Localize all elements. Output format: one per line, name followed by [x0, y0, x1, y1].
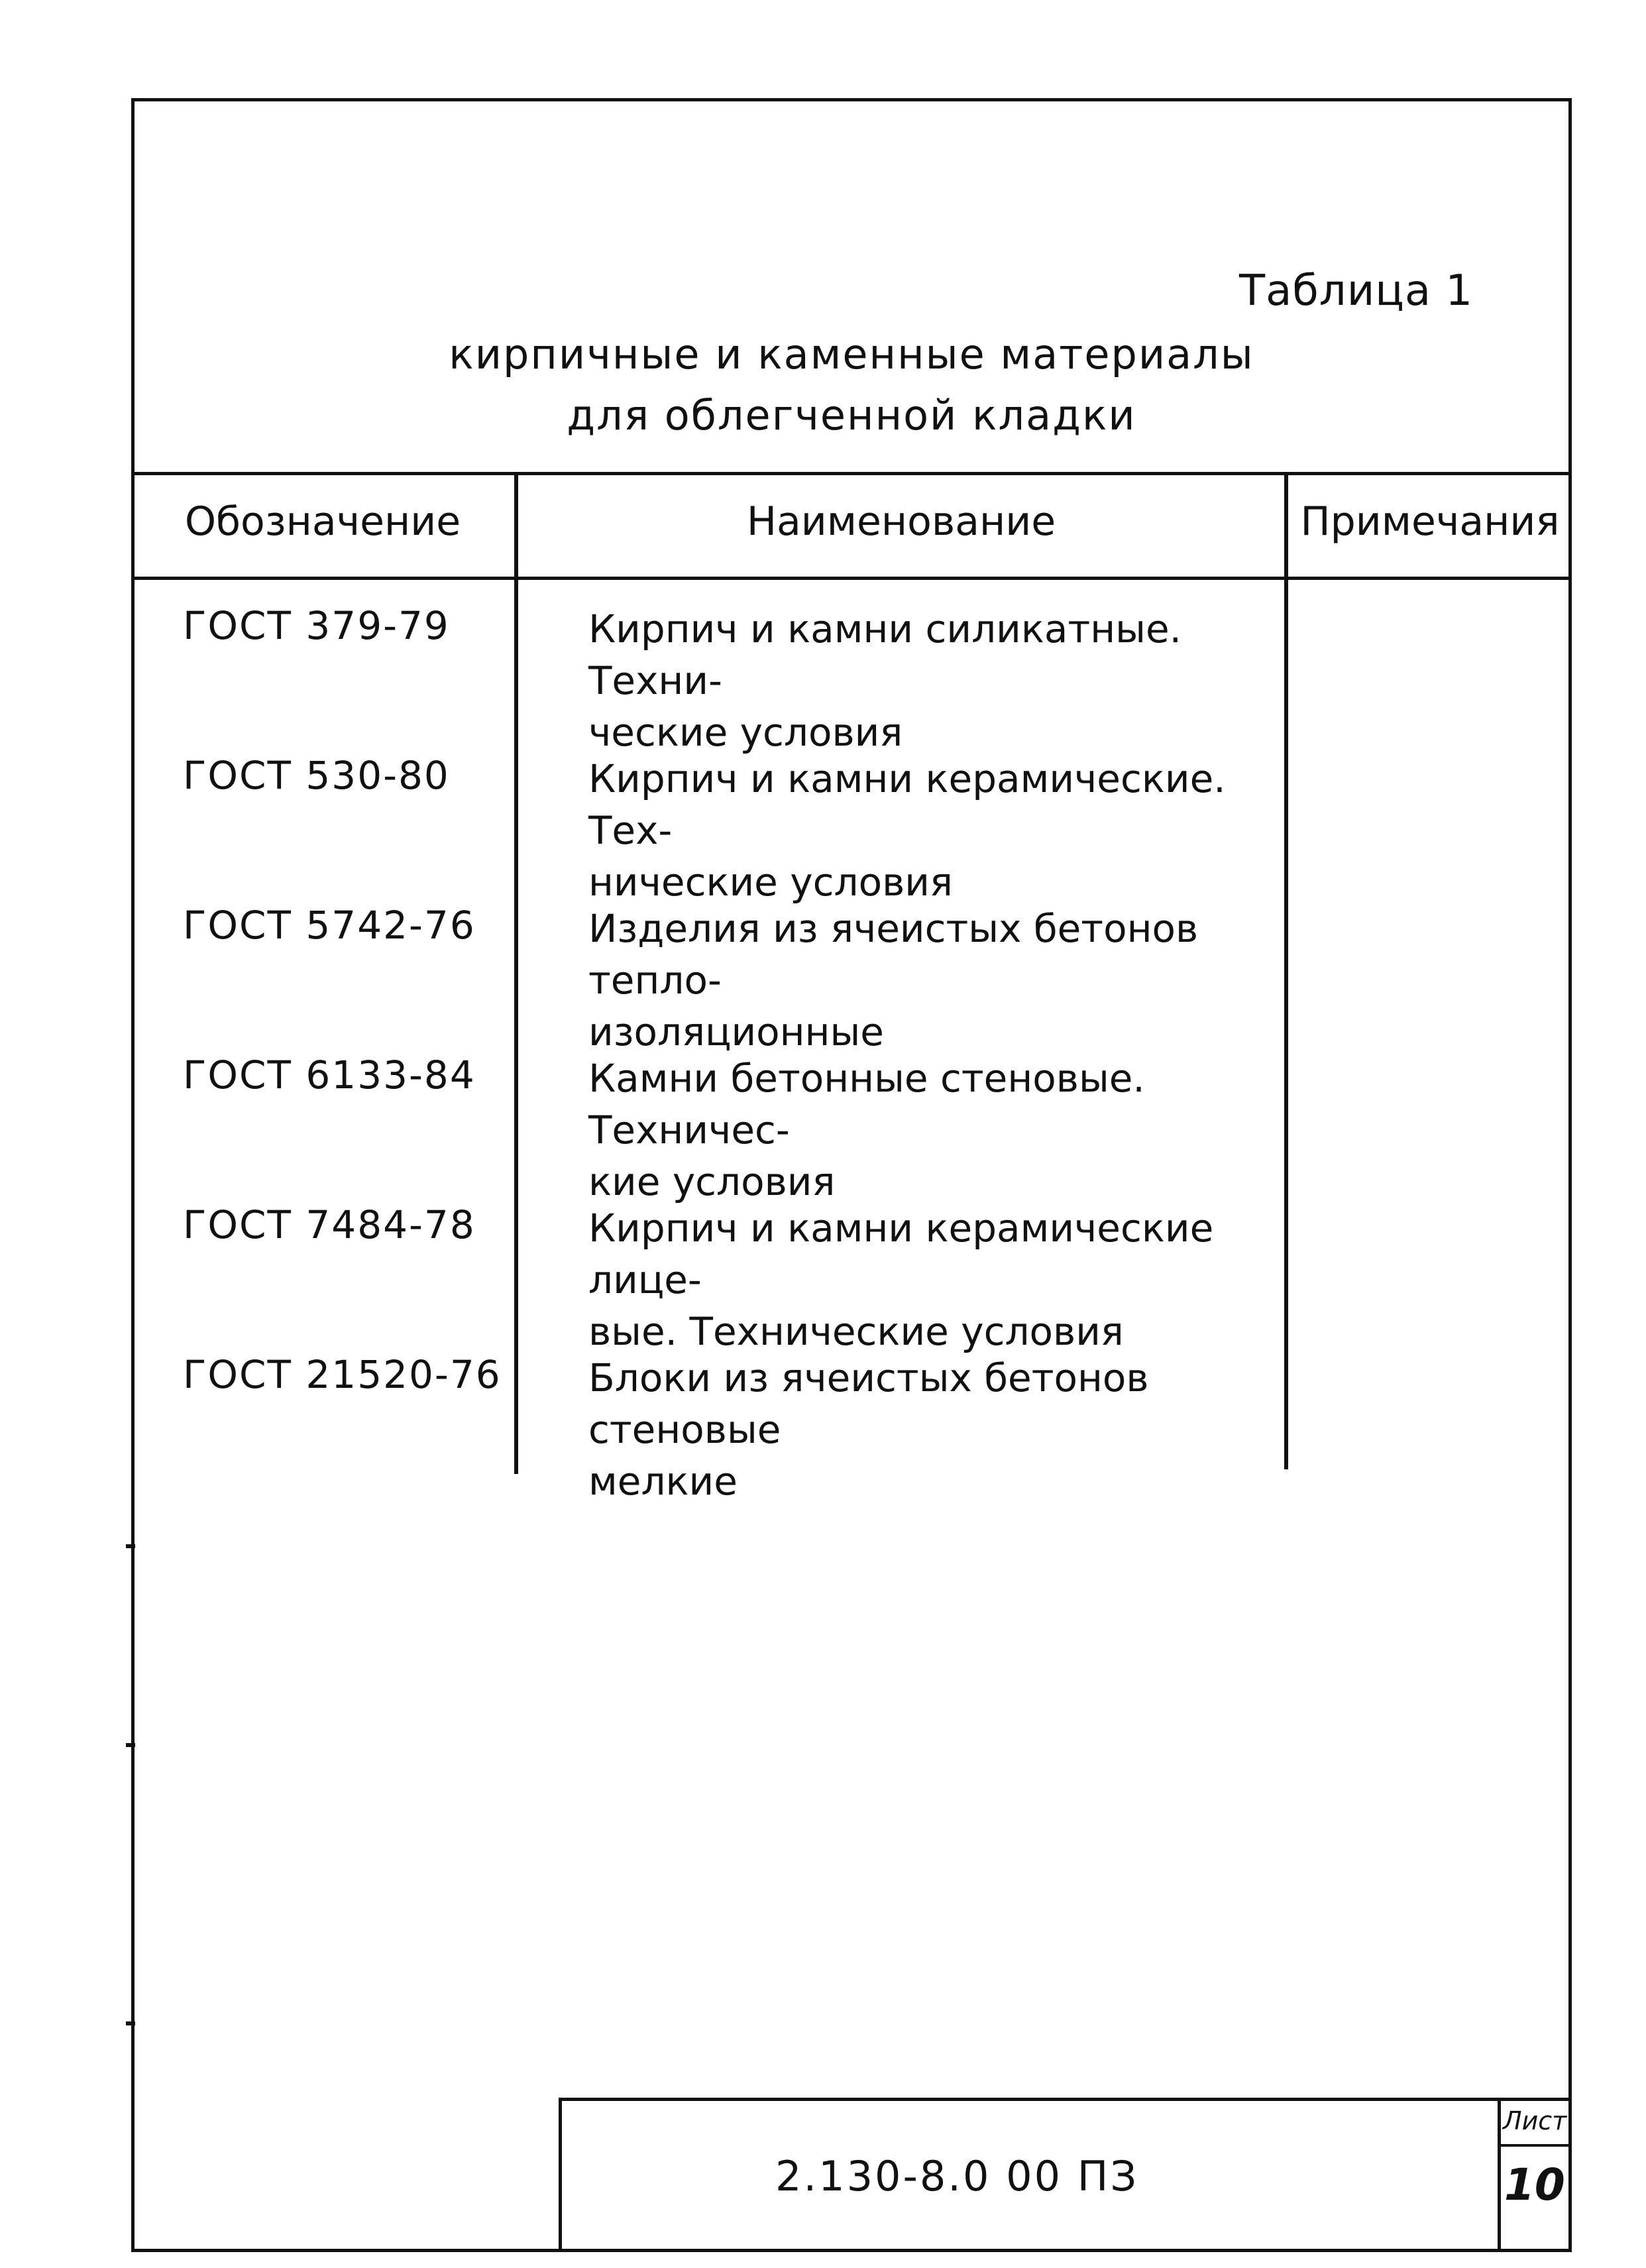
table-row	[131, 1352, 1291, 1504]
table-label: Таблица 1	[1239, 266, 1474, 315]
column-header-notes: Примечания	[1300, 498, 1560, 545]
sheet-number: 10	[1504, 2159, 1565, 2210]
column-header-designation: Обозначение	[184, 498, 461, 545]
row-name	[588, 1352, 1284, 1507]
edge-tick	[126, 2021, 135, 2025]
row-name-text: Кирпич и камни керамические лице- вые. Технические условия	[588, 1206, 1214, 1354]
row-name-text: Кирпич и камни керамические. Тех- нические условия	[588, 756, 1226, 905]
row-name	[588, 603, 1284, 758]
row-name-text: Блоки из ячеистых бетонов стеновые мелкие	[588, 1355, 1149, 1504]
header-top-rule	[131, 472, 1572, 475]
sheet-label: Лист	[1503, 2106, 1567, 2135]
table-title-line-1: кирпичные и каменные материалы	[449, 330, 1254, 378]
row-code: ГОСТ 379-79	[183, 603, 450, 648]
row-name	[588, 903, 1284, 1058]
document-code: 2.130-8.0 00 ПЗ	[775, 2152, 1139, 2200]
row-code: ГОСТ 5742-76	[183, 903, 476, 948]
edge-tick	[126, 1743, 135, 1747]
edge-tick	[126, 1544, 135, 1548]
row-code: ГОСТ 21520-76	[183, 1352, 502, 1397]
table-row	[131, 1052, 1291, 1204]
table-row	[131, 603, 1291, 755]
row-name	[588, 1202, 1284, 1357]
table-row	[131, 1202, 1291, 1354]
row-code: ГОСТ 7484-78	[183, 1202, 476, 1247]
table-row	[131, 753, 1291, 905]
table-row	[131, 903, 1291, 1054]
row-code: ГОСТ 530-80	[183, 753, 450, 798]
row-name-text: Изделия из ячеистых бетонов тепло- изоляционные	[588, 906, 1199, 1054]
header-bottom-rule	[131, 577, 1572, 580]
row-name-text: Камни бетонные стеновые. Техничес- кие условия	[588, 1056, 1145, 1204]
sheet-divider	[1498, 2144, 1572, 2147]
row-code: ГОСТ 6133-84	[183, 1052, 476, 1098]
row-name	[588, 753, 1284, 908]
column-header-name: Наименование	[746, 498, 1056, 545]
row-name-text: Кирпич и камни силикатные. Техни- ческие условия	[588, 606, 1182, 755]
table-title-line-2: для облегченной кладки	[567, 391, 1136, 439]
row-name	[588, 1052, 1284, 1208]
